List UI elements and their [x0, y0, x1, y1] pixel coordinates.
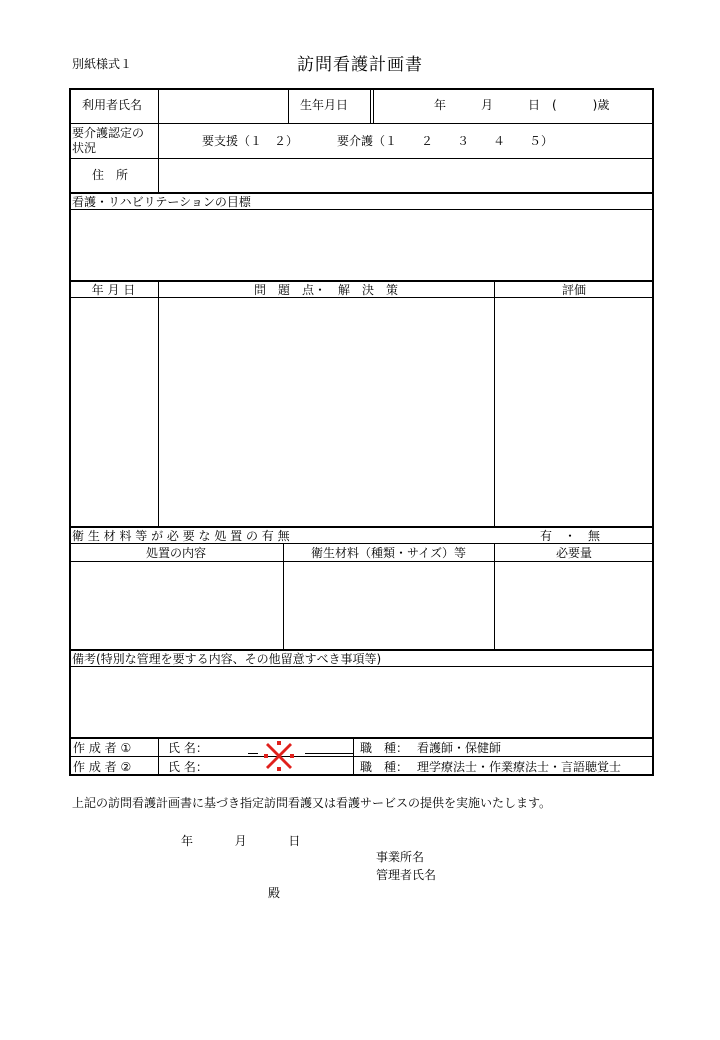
birth-day-unit: 日	[528, 98, 541, 112]
birthdate-label: 生年月日	[300, 98, 349, 112]
page-title: 訪問看護計画書	[297, 55, 423, 75]
footer-month: 月	[234, 834, 247, 848]
supplies-col-treatment: 処置の内容	[145, 546, 206, 560]
creator-2-job-label: 職 種：	[360, 760, 409, 774]
form-id: 別紙様式１	[72, 57, 133, 71]
care-level: 要介護（１ ２ ３ ４ ５）	[337, 134, 554, 148]
creator-1-label: 作 成 者 ①	[73, 741, 132, 755]
age-field: ( )歳	[552, 98, 610, 112]
remarks-label: 備考(特別な管理を要する内容、その他留意すべき事項等)	[72, 652, 382, 666]
creator-2-job: 理学療法士・作業療法士・言語聴覚士	[417, 760, 622, 774]
birth-month-unit: 月	[481, 98, 494, 112]
user-name-label: 利用者氏名	[82, 98, 143, 112]
support-level: 要支援（１ ２）	[202, 134, 299, 148]
footer-year: 年	[181, 834, 194, 848]
plan-evaluation-header: 評価	[561, 283, 586, 297]
care-status-label-2: 状況	[72, 141, 97, 155]
supplies-col-materials: 衛生材料（種類・サイズ）等	[310, 546, 467, 560]
creator-2-label: 作 成 者 ②	[73, 760, 132, 774]
footer-date	[181, 832, 300, 849]
creator-1-job-label: 職 種：	[360, 741, 409, 755]
manager-label: 管理者氏名	[376, 868, 437, 882]
creator-2-name-label: 氏 名：	[168, 760, 208, 774]
plan-date-header: 年 月 日	[91, 283, 136, 297]
birth-year-unit: 年	[434, 98, 447, 112]
care-status-label-1: 要介護認定の	[72, 126, 145, 140]
supplies-col-quantity: 必要量	[555, 546, 592, 560]
address-label: 住 所	[92, 168, 129, 182]
plan-problem-header: 問 題 点・ 解 決 策	[253, 283, 398, 297]
creator-1-job: 看護師・保健師	[417, 741, 502, 755]
supplies-label: 衛 生 材 料 等 が 必 要 な 処 置 の 有 無	[72, 529, 290, 543]
goals-label: 看護・リハビリテーションの目標	[72, 195, 251, 209]
addressee-suffix: 殿	[268, 886, 281, 900]
supplies-yes-no: 有 ・ 無	[540, 529, 601, 543]
reference-mark-icon	[259, 736, 299, 776]
creator-1-name-label: 氏 名：	[168, 741, 208, 755]
office-label: 事業所名	[376, 850, 425, 864]
service-statement: 上記の訪問看護計画書に基づき指定訪問看護又は看護サービスの提供を実施いたします。	[72, 796, 552, 810]
footer-day: 日	[288, 834, 301, 848]
